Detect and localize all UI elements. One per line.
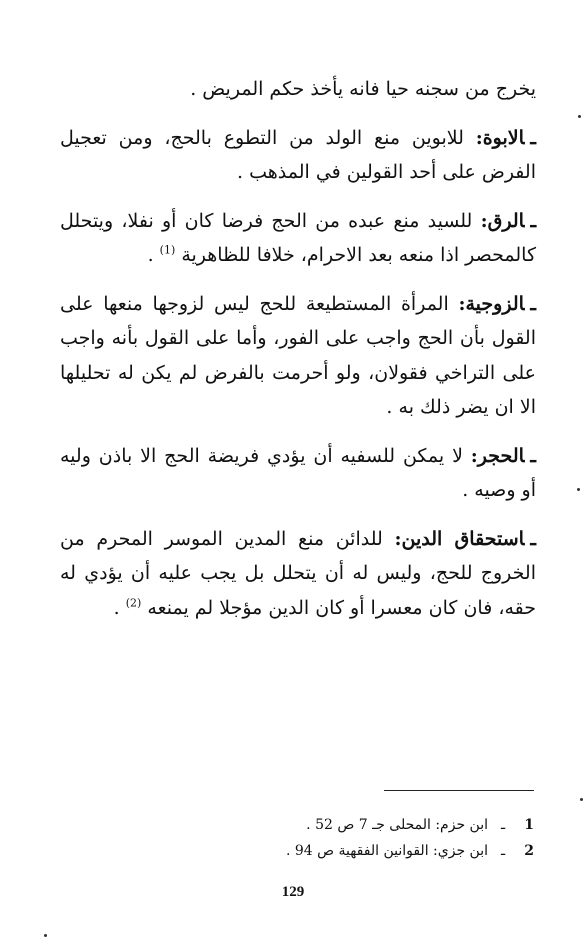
footnote-text: ابن حزم: المحلى جـ 7 ص 52 . — [306, 817, 488, 833]
scan-speck — [44, 934, 47, 937]
footnote-number: 1 — [524, 817, 534, 833]
paragraph-fatherhood — [60, 121, 536, 190]
paragraph-text: للسيد منع عبده من الحج فرضا كان أو نفلا، ويتحلل كالمحصر اذا منعه بعد الاحرام، خلافا للظاهرية — [60, 209, 536, 266]
term-slavery: الرق: — [480, 209, 525, 232]
footnote-divider — [384, 790, 534, 791]
footnote-reference-2[interactable]: (2) — [125, 596, 142, 610]
page-number: 129 — [281, 884, 305, 900]
footnote-number: 2 — [524, 843, 534, 859]
paragraph-text: المرأة المستطيعة للحج ليس لزوجها منعها على القول بأن الحج واجب على الفور، وأما على القول بأنه واجب على التراخي فقولان، ولو أحرمت بالفرض لم يكن له تحليلها الا ان يضر ذلك به . — [60, 292, 536, 418]
opening-line-text: يخرج من سجنه حيا فانه يأخذ حكم المريض . — [190, 78, 536, 100]
paragraph-text: للابوين منع الولد من التطوع بالحج، ومن تعجيل الفرض على أحد القولين في المذهب . — [60, 126, 536, 183]
scan-speck — [580, 798, 583, 801]
footnotes — [54, 812, 534, 864]
main-text — [60, 72, 536, 639]
footnote-1 — [54, 812, 534, 838]
term-fatherhood: الابوة: — [475, 126, 525, 149]
paragraph-dash: ـ — [530, 527, 536, 550]
paragraph-slavery — [60, 204, 536, 273]
term-marriage: الزوجية: — [458, 292, 525, 315]
scan-speck — [577, 488, 580, 491]
paragraph-text: للدائن منع المدين الموسر المحرم من الخروج للحج، وليس له أن يتحلل بل يجب عليه أن يؤدي له حقه، فان كان معسرا أو كان الدين مؤجلا لم يمنعه — [60, 527, 536, 619]
paragraph-marriage — [60, 287, 536, 425]
term-interdiction: الحجر: — [470, 444, 525, 467]
scan-speck — [578, 115, 581, 118]
paragraph-text: لا يمكن للسفيه أن يؤدي فريضة الحج الا باذن وليه أو وصيه . — [60, 444, 536, 501]
footnote-dash: ـ — [500, 843, 506, 859]
paragraph-end: . — [147, 244, 154, 266]
paragraph-dash: ـ — [530, 209, 537, 232]
paragraph-debt — [60, 522, 536, 626]
paragraph-dash: ـ — [530, 126, 536, 149]
paragraph-dash: ـ — [530, 444, 536, 467]
opening-line — [60, 72, 536, 107]
term-debt: استحقاق الدين: — [394, 527, 525, 550]
paragraph-dash: ـ — [530, 292, 536, 315]
paragraph-interdiction — [60, 439, 536, 508]
footnote-2 — [54, 838, 534, 864]
footnote-dash: ـ — [500, 817, 506, 833]
paragraph-end: . — [113, 596, 120, 619]
footnote-text: ابن جزي: القوانين الفقهية ص 94 . — [285, 843, 488, 859]
footnote-reference-1[interactable]: (1) — [159, 243, 176, 257]
